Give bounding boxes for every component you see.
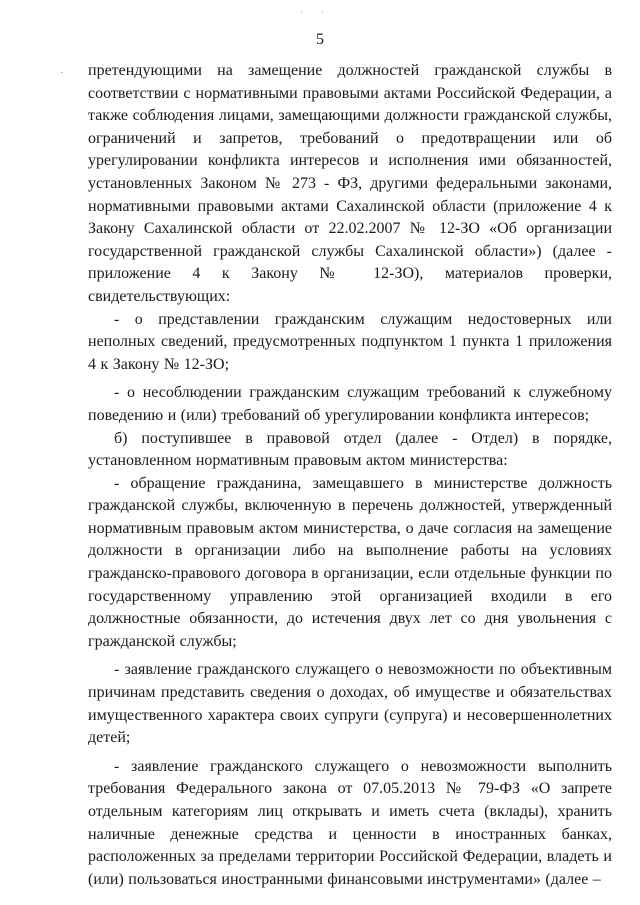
paragraph-item-b: б) поступившее в правовой отдел (далее - Отдел) в порядке, установленном нормативным правовым актом министерства: (88, 429, 612, 470)
paragraph-item-citizen-appeal: - обращение гражданина, замещавшего в министерстве должность гражданской службы, включенную в перечень должностей, утвержденный нормативным правовым актом министерства, о даче согласия на замещение должности в организации либо на выполнение работы на условиях гражданско-правового договора в организации, если отдельные функции по государственному управлению этой организацией входили в его должностные обязанности, до истечения двух лет со дня увольнения с гражданской службы; (88, 474, 612, 650)
document-body (88, 60, 612, 891)
paragraph-item-conduct-requirements: - о несоблюдении гражданским служащим требований к служебному поведению и (или) требований об урегулировании конфликта интересов; (88, 384, 612, 424)
paragraph-item-income-statement: - заявление гражданского служащего о невозможности по объективным причинам представить сведения о доходах, об имуществе и обязательствах имущественного характера своих супруги (супруга) и несовершеннолетних детей; (88, 661, 612, 747)
page-number: 5 (316, 31, 324, 48)
paragraph-item-unreliable-info: - о представлении гражданским служащим недостоверных или неполных сведений, предусмотренных подпунктом 1 пункта 1 приложения 4 к Закону № 12-ЗО; (88, 310, 612, 373)
margin-mark: · (60, 68, 64, 79)
paragraph-item-foreign-accounts: - заявление гражданского служащего о невозможности выполнить требования Федерального закона от 07.05.2013 № 79-ФЗ «О запрете отдельным категориям лиц открывать и иметь счета (вклады), хранить наличные денежные средства и ценности в иностранных банках, расположенных за пределами территории Российской Федерации, владеть и (или) пользоваться иностранными финансовыми инструментами» (далее – (88, 757, 612, 888)
scan-artifact: · ˙ · (300, 8, 327, 17)
paragraph-continuation: претендующими на замещение должностей гражданской службы в соответствии с нормативными правовыми актами Российской Федерации, а также соблюдения лицами, замещающими должности гражданской службы, ограничений и запретов, требований о предотвращении или об урегулировании конфликта интересов и исполнения ими обязанностей, установленных Законом № 273 - ФЗ, другими федеральными законами, нормативными правовыми актами Сахалинской области (приложение 4 к Закону Сахалинской области от 22.02.2007 № 12-ЗО «Об организации государственной гражданской службы Сахалинской области») (далее - приложение 4 к Закону № 12-ЗО), материалов проверки, свидетельствующих: (88, 62, 612, 305)
